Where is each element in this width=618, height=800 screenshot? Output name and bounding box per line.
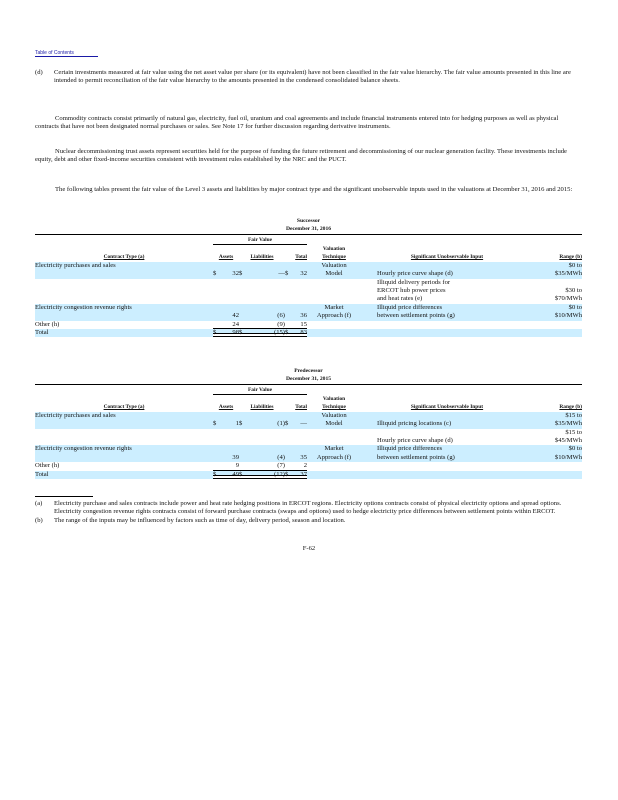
assets-currency: $	[213, 420, 222, 428]
table-rule	[35, 234, 582, 235]
contract-type	[35, 429, 213, 437]
spacer	[361, 471, 377, 479]
spacer	[361, 454, 377, 462]
assets-currency	[213, 262, 222, 270]
assets-value	[222, 279, 239, 287]
column-header-technique: Technique	[322, 254, 346, 261]
total-value: 32	[293, 270, 307, 278]
assets-value: 39	[222, 454, 239, 462]
total-currency	[285, 437, 293, 445]
total-currency	[285, 412, 293, 420]
assets-currency	[213, 429, 222, 437]
total-value	[293, 279, 307, 287]
total-value	[293, 429, 307, 437]
total-currency	[285, 279, 293, 287]
total-value	[293, 437, 307, 445]
liabilities-value	[249, 287, 285, 295]
total-currency	[285, 304, 293, 312]
valuation-technique	[307, 429, 361, 437]
liabilities-value	[249, 445, 285, 453]
footnote-marker: (b)	[35, 516, 43, 524]
unobservable-input	[377, 462, 517, 470]
header-row	[35, 403, 582, 411]
table-row	[35, 454, 582, 462]
total-value: 36	[293, 312, 307, 320]
spacer	[361, 462, 377, 470]
paragraph-following: The following tables present the fair value of the Level 3 assets and liabilities by major contract type and the significant unobservable inputs used in the valuations at December 31, 2016 and 2015:	[55, 186, 573, 193]
total-currency: $	[285, 471, 293, 479]
total-value: 35	[293, 454, 307, 462]
total-currency: $	[285, 329, 293, 337]
spacer	[361, 329, 377, 337]
table-entity: Predecessor	[294, 368, 323, 374]
liabilities-value	[249, 262, 285, 270]
range: $0 to	[517, 262, 582, 270]
spacer	[307, 236, 582, 245]
table-row	[35, 287, 582, 295]
assets-currency	[213, 321, 222, 329]
unobservable-input: between settlement points (g)	[377, 454, 517, 462]
liabilities-currency	[239, 412, 249, 420]
range	[517, 471, 582, 479]
contract-type: Total	[35, 329, 213, 337]
valuation-technique: Market	[307, 445, 361, 453]
unobservable-input	[377, 429, 517, 437]
assets-currency	[213, 445, 222, 453]
valuation-technique	[307, 279, 361, 287]
assets-currency: $	[213, 471, 222, 479]
liabilities-currency: $	[239, 420, 249, 428]
liabilities-value: —	[249, 270, 285, 278]
total-currency	[285, 462, 293, 470]
spacer	[361, 412, 377, 420]
valuation-technique: Market	[307, 304, 361, 312]
valuation-technique	[307, 471, 361, 479]
spacer	[361, 429, 377, 437]
spacer	[361, 395, 582, 403]
spacer	[361, 253, 377, 261]
column-header-range: Range (b)	[559, 254, 583, 261]
assets-currency	[213, 287, 222, 295]
total-currency	[285, 287, 293, 295]
total-value	[293, 295, 307, 303]
footnote-b	[35, 517, 582, 525]
unobservable-input: Hourly price curve shape (d)	[377, 436, 453, 444]
unobservable-input: and heat rates (e)	[377, 295, 423, 303]
liabilities-currency	[239, 321, 249, 329]
table-row	[35, 270, 582, 278]
total-currency	[285, 445, 293, 453]
valuation-technique	[307, 295, 361, 303]
range: $15 to	[517, 412, 582, 420]
header-row	[35, 386, 582, 395]
fair-value-header: Fair Value	[213, 386, 307, 395]
liabilities-value	[249, 429, 285, 437]
column-header-assets: Assets	[218, 404, 234, 411]
column-header-total: Total	[295, 404, 308, 411]
note-text: Certain investments measured at fair value using the net asset value per share (or its equivalent) have not been classified in the fair value hierarchy. The fair value amounts presented in this line are intended to permit reconciliation of the fair value hierarchy to the amounts presented in the condensed consolidated balance sheets.	[54, 69, 571, 85]
assets-value: 24	[222, 321, 239, 329]
liabilities-value: (1)	[249, 420, 285, 428]
table-rule	[35, 384, 582, 385]
contract-type	[35, 287, 213, 295]
liabilities-value: (9)	[249, 321, 285, 329]
unobservable-input: Hourly price curve shape (d)	[377, 270, 517, 278]
liabilities-value	[249, 412, 285, 420]
unobservable-input: Illiquid pricing locations (c)	[377, 420, 517, 428]
table-of-contents-link[interactable]: Table of Contents	[35, 50, 98, 57]
liabilities-currency	[239, 429, 249, 437]
range: $30 to	[565, 286, 583, 294]
range: $70/MWh	[554, 295, 583, 303]
assets-value: 98	[222, 329, 239, 337]
range	[517, 462, 582, 470]
valuation-technique	[307, 287, 361, 295]
footnote-text: The range of the inputs may be influenced by factors such as time of day, delivery period, season and location.	[54, 516, 346, 524]
range: $10/MWh	[517, 312, 582, 320]
valuation-technique: Valuation	[307, 412, 361, 420]
valuation-technique: Approach (f)	[307, 454, 361, 462]
valuation-technique: Model	[307, 420, 361, 428]
paragraph-nuclear: Nuclear decommissioning trust assets represent securities held for the purpose of funding the future retirement and decommissioning of our nuclear generation facility. These investments include equity, debt and other fixed-income securities consistent with investment rules established by the NRC and the PUCT.	[35, 148, 567, 164]
total-value	[293, 304, 307, 312]
header-row	[35, 395, 582, 403]
total-value: —	[293, 420, 307, 428]
spacer	[361, 321, 377, 329]
contract-type: Other (h)	[35, 462, 60, 470]
valuation-header: Valuation	[322, 245, 346, 252]
total-currency	[285, 321, 293, 329]
liabilities-currency	[239, 304, 249, 312]
assets-value	[222, 437, 239, 445]
spacer	[307, 386, 582, 395]
table-row	[35, 304, 582, 312]
column-header-input: Significant Unobservable Input	[410, 254, 484, 261]
contract-type: Electricity congestion revenue rights	[35, 445, 213, 453]
spacer	[361, 295, 377, 303]
liabilities-currency: $	[239, 270, 249, 278]
total-currency	[285, 454, 293, 462]
spacer	[361, 403, 377, 411]
range: $0 to	[517, 304, 582, 312]
assets-currency: $	[213, 270, 222, 278]
contract-type: Total	[35, 471, 213, 479]
unobservable-input	[377, 262, 517, 270]
range: $15 to	[565, 428, 583, 436]
spacer	[361, 437, 377, 445]
liabilities-value: (7)	[249, 462, 285, 470]
assets-value	[222, 262, 239, 270]
footnote-a	[35, 500, 582, 517]
table-row	[35, 329, 582, 337]
total-currency: $	[285, 420, 293, 428]
table-row	[35, 420, 582, 428]
valuation-header: Valuation	[322, 395, 346, 402]
unobservable-input	[377, 412, 517, 420]
contract-type: Electricity congestion revenue rights	[35, 304, 213, 312]
table-row	[35, 471, 582, 479]
total-value: 83	[293, 329, 307, 337]
footnote-separator	[35, 496, 93, 497]
valuation-technique: Valuation	[307, 262, 361, 270]
contract-type	[35, 312, 213, 320]
table-row	[35, 295, 582, 303]
range: $45/MWh	[554, 436, 583, 444]
assets-value: 49	[222, 471, 239, 479]
note-marker: (d)	[35, 69, 43, 76]
assets-currency: $	[213, 329, 222, 337]
column-header-input: Significant Unobservable Input	[410, 404, 484, 411]
assets-currency	[213, 462, 222, 470]
spacer	[35, 236, 213, 245]
total-value	[293, 262, 307, 270]
spacer	[361, 270, 377, 278]
column-header-contract_type: Contract Type (a)	[103, 254, 145, 261]
table-row	[35, 262, 582, 270]
assets-value: 42	[222, 312, 239, 320]
contract-type	[35, 420, 213, 428]
liabilities-currency	[239, 312, 249, 320]
column-header-contract_type: Contract Type (a)	[103, 404, 145, 411]
unobservable-input: between settlement points (g)	[377, 312, 517, 320]
contract-type	[35, 437, 213, 445]
spacer	[361, 445, 377, 453]
total-value: 2	[293, 462, 307, 470]
valuation-technique	[307, 462, 361, 470]
total-currency	[285, 429, 293, 437]
unobservable-input: Illiquid price differences	[377, 304, 517, 312]
unobservable-input: Illiquid price differences	[377, 445, 517, 453]
assets-currency	[213, 295, 222, 303]
unobservable-input	[377, 329, 517, 337]
fair-value-table-1	[35, 386, 582, 479]
spacer	[361, 279, 377, 287]
liabilities-currency	[239, 462, 249, 470]
total-currency	[285, 312, 293, 320]
contract-type	[35, 270, 213, 278]
column-header-liabilities: Liabilities	[250, 404, 274, 411]
unobservable-input	[377, 471, 517, 479]
total-value	[293, 412, 307, 420]
table-date: December 31, 2015	[285, 376, 332, 382]
column-header-liabilities: Liabilities	[250, 254, 274, 261]
assets-currency	[213, 454, 222, 462]
liabilities-currency	[239, 454, 249, 462]
footnote-text: Electricity purchase and sales contracts include power and heat rate hedging positions in ERCOT regions. Electricity options contracts consist of physical electricity options and spread options. Electricity congestion revenue rights contracts consist of forward purchase contracts (swaps and options) used to hedge electricity price differences between settlement points within ERCOT.	[54, 500, 562, 516]
liabilities-currency	[239, 295, 249, 303]
assets-value	[222, 412, 239, 420]
liabilities-currency	[239, 279, 249, 287]
range: $35/MWh	[517, 270, 582, 278]
assets-value: 1	[222, 420, 239, 428]
contract-type: Other (h)	[35, 320, 60, 328]
valuation-technique	[307, 437, 361, 445]
contract-type	[35, 295, 213, 303]
assets-value: 9	[222, 462, 239, 470]
liabilities-value	[249, 295, 285, 303]
assets-currency	[213, 279, 222, 287]
total-value	[293, 287, 307, 295]
paragraph-commodity: Commodity contracts consist primarily of natural gas, electricity, fuel oil, uranium and coal agreements and include financial instruments entered into for hedging purposes as well as physical contracts that have not been designated normal purchases or sales. See Note 17 for further discussion regarding derivative instruments.	[35, 115, 559, 131]
note-d	[35, 69, 582, 86]
contract-type	[35, 454, 213, 462]
assets-currency	[213, 304, 222, 312]
contract-type: Electricity purchases and sales	[35, 262, 213, 270]
total-currency: $	[285, 270, 293, 278]
total-value: 37	[293, 471, 307, 479]
table-entity: Successor	[296, 218, 321, 224]
liabilities-currency	[239, 262, 249, 270]
table-row	[35, 445, 582, 453]
spacer	[361, 312, 377, 320]
liabilities-currency	[239, 287, 249, 295]
liabilities-value	[249, 304, 285, 312]
range: $35/MWh	[517, 420, 582, 428]
assets-value	[222, 429, 239, 437]
assets-currency	[213, 312, 222, 320]
footnotes	[35, 500, 582, 525]
header-row	[35, 253, 582, 261]
range	[517, 329, 582, 337]
fair-value-header: Fair Value	[213, 236, 307, 245]
spacer	[361, 262, 377, 270]
valuation-technique: Model	[307, 270, 361, 278]
valuation-technique	[307, 329, 361, 337]
table-row	[35, 429, 582, 437]
valuation-technique: Approach (f)	[307, 312, 361, 320]
fair-value-table-0	[35, 236, 582, 337]
unobservable-input	[377, 321, 517, 329]
contract-type	[35, 279, 213, 287]
table-row	[35, 412, 582, 420]
valuation-technique	[307, 321, 361, 329]
unobservable-input: Illiquid delivery periods for	[377, 278, 451, 286]
page-number: F-62	[302, 545, 316, 552]
liabilities-value	[249, 279, 285, 287]
spacer	[35, 245, 307, 253]
total-value	[293, 445, 307, 453]
total-currency	[285, 295, 293, 303]
header-row	[35, 236, 582, 245]
total-currency	[285, 262, 293, 270]
liabilities-value	[249, 437, 285, 445]
assets-value: 32	[222, 270, 239, 278]
spacer	[35, 395, 307, 403]
liabilities-currency: $	[239, 471, 249, 479]
spacer	[361, 420, 377, 428]
liabilities-value: (4)	[249, 454, 285, 462]
table-row	[35, 279, 582, 287]
spacer	[361, 287, 377, 295]
table-row	[35, 312, 582, 320]
table-row	[35, 462, 582, 470]
column-header-range: Range (b)	[559, 404, 583, 411]
range: $0 to	[517, 445, 582, 453]
range	[517, 321, 582, 329]
liabilities-value: (12)	[249, 471, 285, 479]
total-value: 15	[293, 321, 307, 329]
liabilities-currency	[239, 445, 249, 453]
assets-value	[222, 295, 239, 303]
column-header-technique: Technique	[322, 404, 346, 411]
spacer	[35, 386, 213, 395]
range	[517, 279, 582, 287]
range: $10/MWh	[517, 454, 582, 462]
table-row	[35, 437, 582, 445]
liabilities-currency	[239, 437, 249, 445]
assets-currency	[213, 437, 222, 445]
assets-value	[222, 445, 239, 453]
column-header-total: Total	[295, 254, 308, 261]
table-date: December 31, 2016	[285, 226, 332, 232]
assets-value	[222, 287, 239, 295]
spacer	[361, 304, 377, 312]
liabilities-currency: $	[239, 329, 249, 337]
header-row	[35, 245, 582, 253]
assets-value	[222, 304, 239, 312]
liabilities-value: (6)	[249, 312, 285, 320]
spacer	[361, 245, 582, 253]
unobservable-input: ERCOT hub power prices	[377, 286, 446, 294]
footnote-marker: (a)	[35, 500, 43, 507]
contract-type: Electricity purchases and sales	[35, 412, 213, 420]
table-row	[35, 321, 582, 329]
liabilities-value: (15)	[249, 329, 285, 337]
assets-currency	[213, 412, 222, 420]
column-header-assets: Assets	[218, 254, 234, 261]
